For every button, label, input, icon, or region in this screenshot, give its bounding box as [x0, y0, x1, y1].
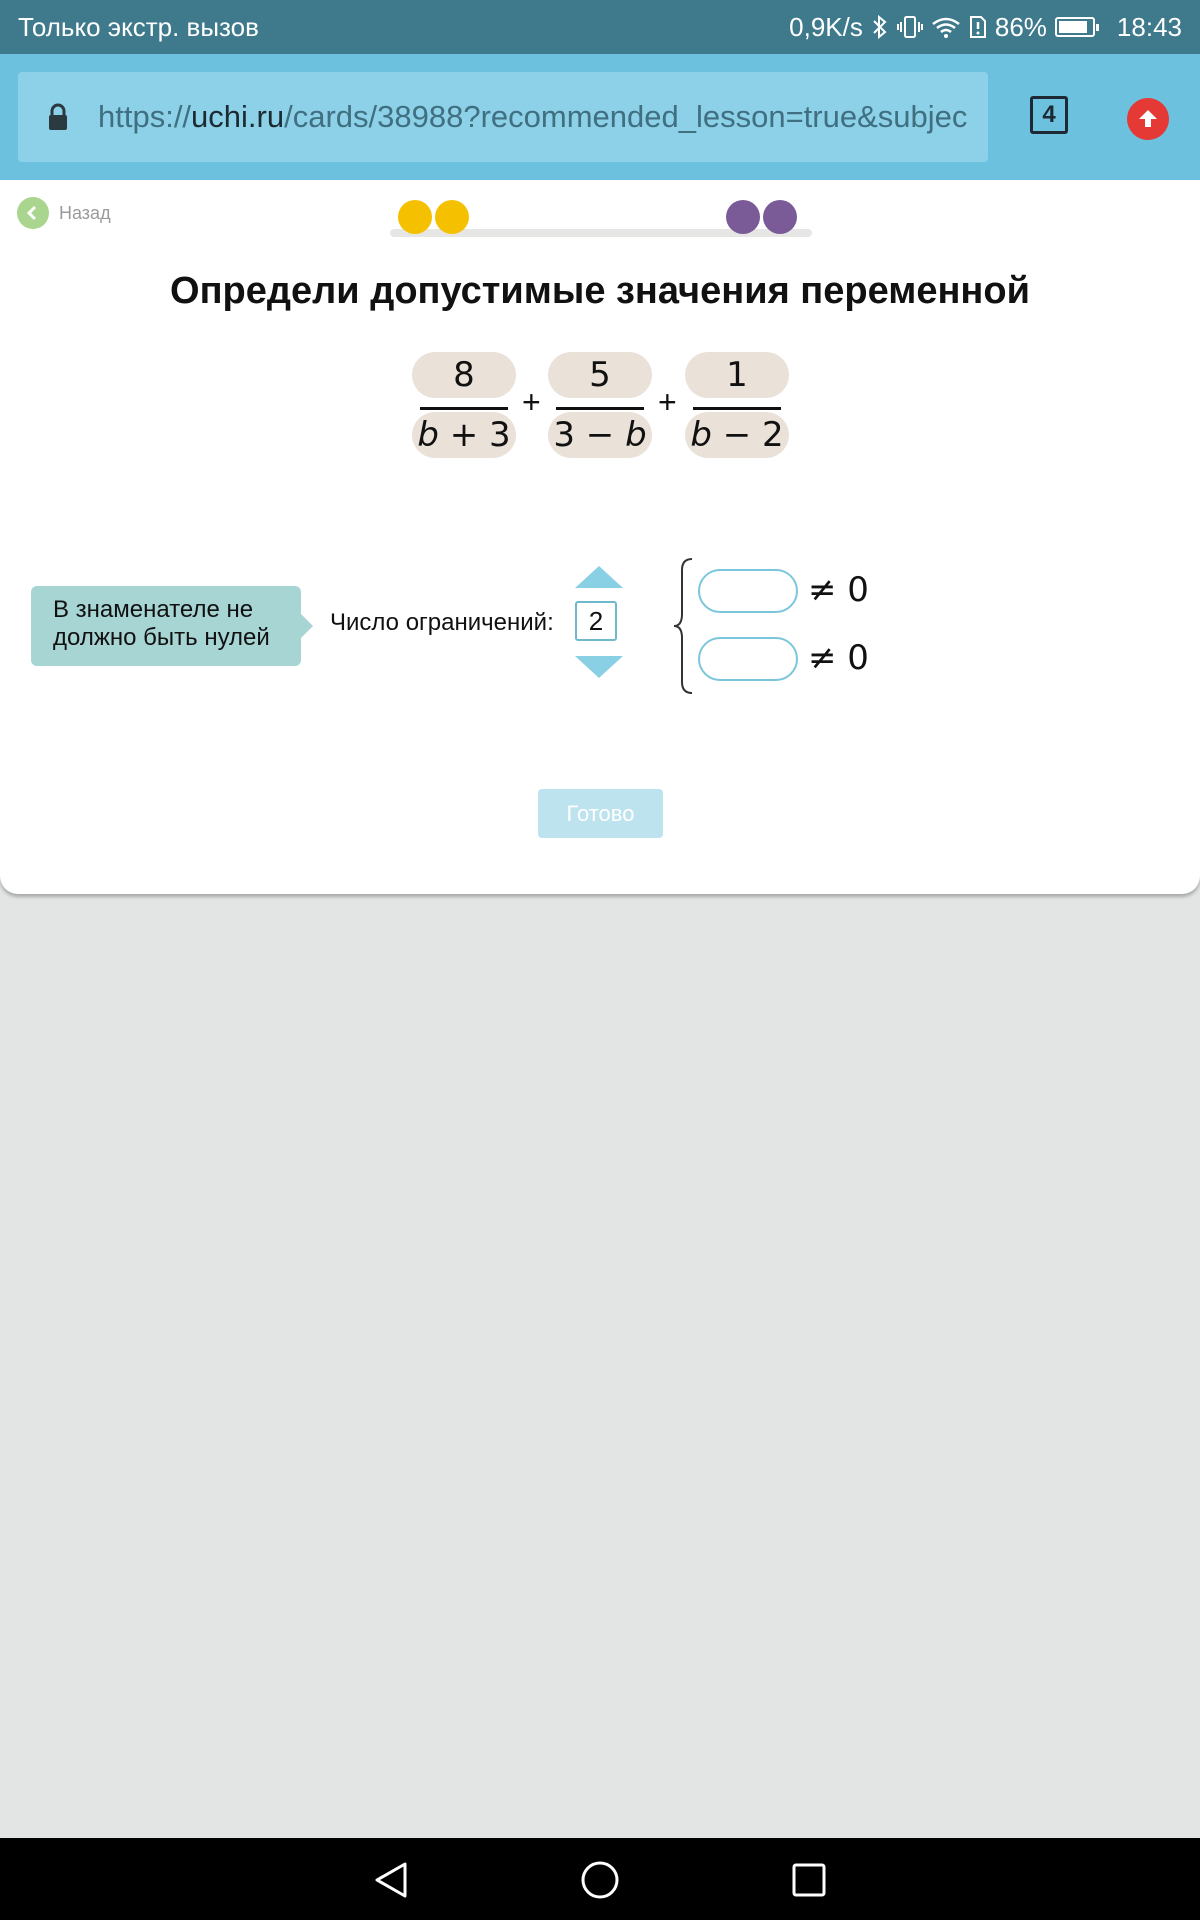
denominator-term: b	[417, 415, 439, 455]
url-host: uchi.ru	[191, 99, 285, 134]
numerator: 1	[685, 352, 789, 398]
fraction-bar	[556, 407, 644, 410]
back-nav-icon[interactable]	[372, 1860, 410, 1905]
denominator-term: b	[625, 415, 647, 455]
navigation-bar	[0, 1838, 1200, 1920]
constraints-label: Число ограничений:	[330, 609, 554, 636]
browser-toolbar	[0, 54, 1200, 180]
not-equal-zero: ≠ 0	[808, 638, 869, 678]
chevron-left-icon	[17, 197, 49, 229]
fraction-bar	[693, 407, 781, 410]
denominator-term: 3	[489, 415, 511, 455]
not-equal-zero: ≠ 0	[808, 570, 869, 610]
constraints-count-input[interactable]: 2	[575, 601, 617, 641]
url-text[interactable]	[98, 99, 988, 135]
denominator	[548, 412, 652, 458]
denominator	[685, 412, 789, 458]
denominator-operator: −	[574, 415, 626, 455]
numerator: 8	[412, 352, 516, 398]
network-speed: 0,9K/s	[789, 11, 863, 42]
upload-button[interactable]	[1127, 98, 1169, 140]
carrier-text: Только экстр. вызов	[18, 11, 259, 42]
progress-dot-done	[435, 200, 469, 234]
url-path: /cards/38988?recommended_lesson=true&subjec	[284, 99, 968, 134]
plus-sign: +	[522, 384, 541, 420]
battery-percent: 86%	[994, 11, 1047, 42]
bluetooth-icon	[871, 14, 889, 40]
vibrate-icon	[897, 14, 923, 40]
home-nav-icon[interactable]	[580, 1860, 620, 1905]
denominator-term: b	[690, 415, 712, 455]
increment-arrow-icon[interactable]	[575, 566, 623, 588]
numerator: 5	[548, 352, 652, 398]
denominator-term: 3	[553, 415, 575, 455]
progress-dot-remaining	[763, 200, 797, 234]
address-bar[interactable]	[18, 72, 988, 162]
status-bar	[0, 0, 1200, 54]
status-icons	[789, 12, 1182, 43]
decrement-arrow-icon[interactable]	[575, 656, 623, 678]
done-button[interactable]: Готово	[538, 789, 663, 838]
brace-icon	[672, 556, 696, 696]
task-card	[0, 180, 1200, 894]
plus-sign: +	[658, 384, 677, 420]
url-scheme: https://	[98, 99, 192, 134]
wifi-icon	[931, 15, 961, 39]
denominator-term: 2	[762, 415, 784, 455]
progress-dot-remaining	[726, 200, 760, 234]
task-title: Определи допустимые значения переменной	[170, 270, 1030, 312]
denominator	[412, 412, 516, 458]
condition-input-2[interactable]	[698, 637, 798, 681]
lock-icon	[18, 102, 98, 132]
recents-nav-icon[interactable]	[790, 1860, 828, 1905]
back-button[interactable]	[17, 197, 111, 229]
arrow-up-icon	[1136, 107, 1160, 131]
denominator-operator: +	[438, 415, 490, 455]
fraction-bar	[420, 407, 508, 410]
tab-switcher-button[interactable]: 4	[1030, 96, 1068, 134]
hint-bubble: В знаменателе не должно быть нулей	[31, 586, 301, 666]
clock: 18:43	[1116, 11, 1182, 42]
battery-icon	[1055, 17, 1095, 37]
denominator-operator: −	[711, 415, 763, 455]
sim-alert-icon	[969, 14, 987, 40]
condition-input-1[interactable]	[698, 569, 798, 613]
progress-dot-done	[398, 200, 432, 234]
back-label: Назад	[59, 202, 111, 223]
